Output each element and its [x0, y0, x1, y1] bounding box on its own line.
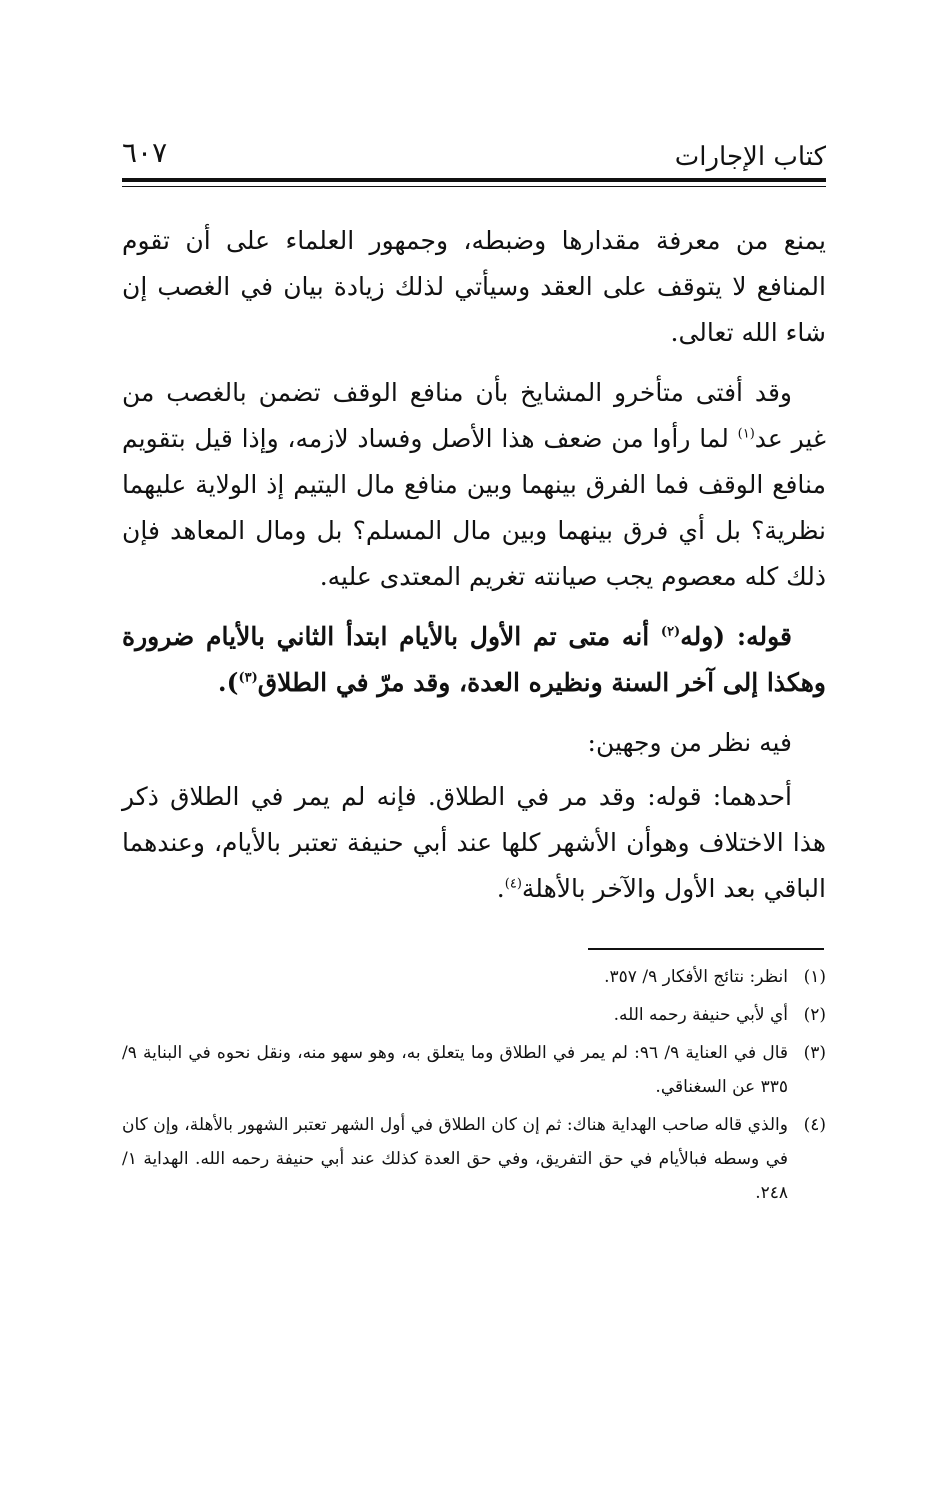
- paragraph-4: فيه نظر من وجهين:: [587, 728, 792, 757]
- footnotes: [122, 960, 826, 1214]
- footnote-number: (٤): [803, 1115, 826, 1135]
- page-number: ٦٠٧: [122, 136, 168, 169]
- paragraph-3-quote: [122, 614, 826, 706]
- footnote-text: انظر: نتائج الأفكار ٩/ ٣٥٧.: [604, 967, 788, 987]
- footnote-ref-2: (٢): [660, 624, 681, 640]
- footnote-number: (٣): [803, 1043, 826, 1063]
- running-title: كتاب الإجارات: [674, 142, 826, 172]
- footnote-2: [122, 998, 826, 1032]
- footnote-4: [122, 1108, 826, 1210]
- quote-part-b: أنه متى تم الأول بالأيام ابتدأ الثاني بالأيام ضرورة وهكذا إلى آخر السنة ونظيره العدة، وقد مرّ في الطلاق: [122, 622, 826, 697]
- paragraph-5-end: .: [496, 874, 505, 903]
- footnote-text: والذي قاله صاحب الهداية هناك: ثم إن كان الطلاق في أول الشهر تعتبر الشهور بالأهلة، وإن كان في وسطه فبالأيام في حق التفريق، وفي حق العدة كذلك عند أبي حنيفة رحمه الله. الهداية ١/ ٢٤٨.: [122, 1115, 788, 1203]
- footnote-text: قال في العناية ٩/ ٩٦: لم يمر في الطلاق وما يتعلق به، وهو سهو منه، ونقل نحوه في البناية ٩/ ٣٣٥ عن السغناقي.: [122, 1043, 788, 1097]
- paragraph-2: [122, 370, 826, 600]
- header-rule-thick: [122, 178, 826, 182]
- footnote-ref-4: (٤): [504, 876, 522, 892]
- paragraph-2-text: وقد أفتى متأخرو المشايخ بأن منافع الوقف تضمن بالغصب من غير عد: [122, 378, 826, 453]
- page-header: [122, 136, 826, 176]
- quote-part-c: ).: [217, 668, 239, 697]
- footnote-separator: [588, 948, 824, 950]
- quote-part-a: قوله: (وله: [680, 622, 792, 651]
- footnote-text: أي لأبي حنيفة رحمه الله.: [613, 1005, 788, 1025]
- footnote-number: (٢): [803, 1005, 826, 1025]
- paragraph-5: [122, 774, 826, 912]
- footnote-ref-1: (١): [737, 426, 755, 442]
- footnote-3: [122, 1036, 826, 1104]
- paragraph-5-text: أحدهما: قوله: وقد مر في الطلاق. فإنه لم يمر في الطلاق ذكر هذا الاختلاف وهوأن الأشهر كلها عند أبي حنيفة تعتبر بالأيام، وعندهما الباقي بعد الأول والآخر بالأهلة: [122, 782, 826, 903]
- header-rule-thin: [122, 186, 826, 187]
- paragraph-2-rest: لما رأوا من ضعف هذا الأصل وفساد لازمه، وإذا قيل بتقويم منافع الوقف فما الفرق بينهما وبين منافع مال اليتيم إذ الولاية عليهما نظرية؟ بل أي فرق بينهما وبين مال المسلم؟ بل ومال المعاهد فإن ذلك كله معصوم يجب صيانته تغريم المعتدى عليه.: [122, 424, 826, 591]
- main-text: [122, 218, 826, 926]
- footnote-1: [122, 960, 826, 994]
- paragraph-1: يمنع من معرفة مقدارها وضبطه، وجمهور العلماء على أن تقوم المنافع لا يتوقف على العقد وسيأتي لذلك زيادة بيان في الغصب إن شاء الله تعالى.: [122, 226, 826, 347]
- footnote-ref-3: (٣): [238, 670, 258, 686]
- footnote-number: (١): [803, 967, 826, 987]
